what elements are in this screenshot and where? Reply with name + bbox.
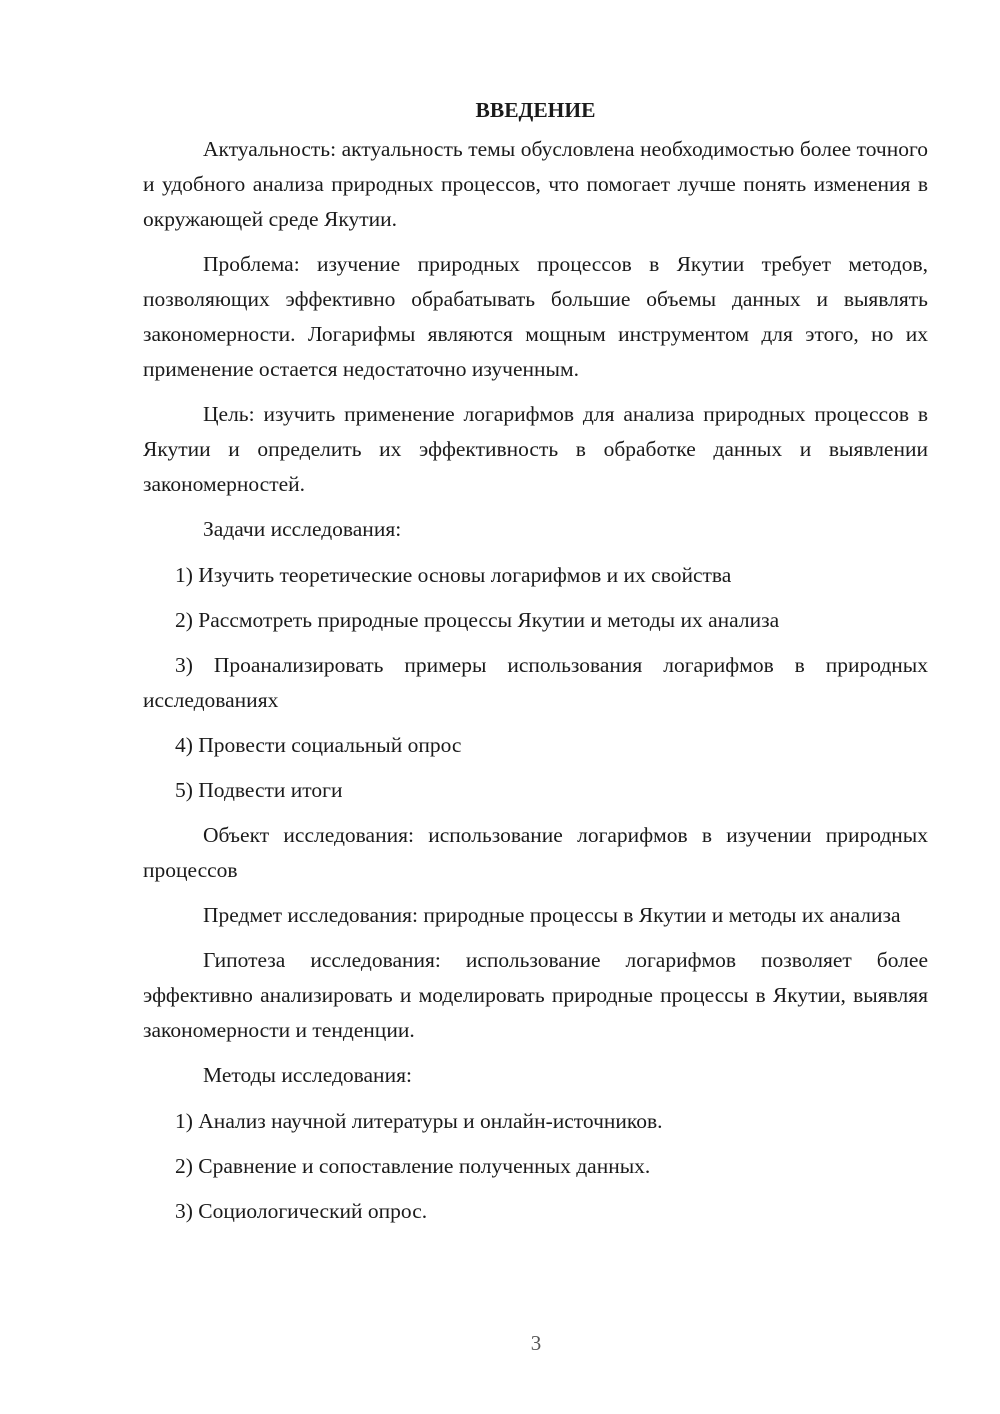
object-paragraph: Объект исследования: использование логарифмов в изучении природных процессов — [143, 823, 928, 882]
task-item: 1) Изучить теоретические основы логарифмов и их свойства — [175, 563, 732, 587]
method-item: 2) Сравнение и сопоставление полученных данных. — [175, 1154, 651, 1178]
task-item: 2) Рассмотреть природные процессы Якутии и методы их анализа — [175, 608, 780, 632]
task-item: 5) Подвести итоги — [175, 778, 343, 802]
hypothesis-paragraph: Гипотеза исследования: использование логарифмов позволяет более эффективно анализировать и моделировать природные процессы в Якутии, выявляя закономерности и тенденции. — [143, 948, 928, 1042]
method-item: 3) Социологический опрос. — [175, 1199, 428, 1223]
page-number: 3 — [530, 1331, 542, 1355]
problem-paragraph: Проблема: изучение природных процессов в Якутии требует методов, позволяющих эффективно обрабатывать большие объемы данных и выявлять закономерности. Логарифмы являются мощным инструментом для этого, но их применение остается недостаточно изученным. — [143, 252, 928, 381]
task-item: 4) Провести социальный опрос — [175, 733, 462, 757]
method-item: 1) Анализ научной литературы и онлайн-источников. — [175, 1109, 663, 1133]
goal-paragraph: Цель: изучить применение логарифмов для анализа природных процессов в Якутии и определить их эффективность в обработке данных и выявлении закономерностей. — [143, 402, 928, 496]
page-title: ВВЕДЕНИЕ — [475, 98, 596, 122]
page-content — [143, 92, 928, 1239]
methods-heading: Методы исследования: — [203, 1063, 412, 1087]
task-item: 3) Проанализировать примеры использования логарифмов в природных исследованиях — [143, 653, 928, 712]
relevance-paragraph: Актуальность: актуальность темы обусловлена необходимостью более точного и удобного анализа природных процессов, что помогает лучше понять изменения в окружающей среде Якутии. — [143, 137, 928, 231]
tasks-heading: Задачи исследования: — [203, 517, 402, 541]
subject-paragraph: Предмет исследования: природные процессы в Якутии и методы их анализа — [203, 903, 901, 927]
